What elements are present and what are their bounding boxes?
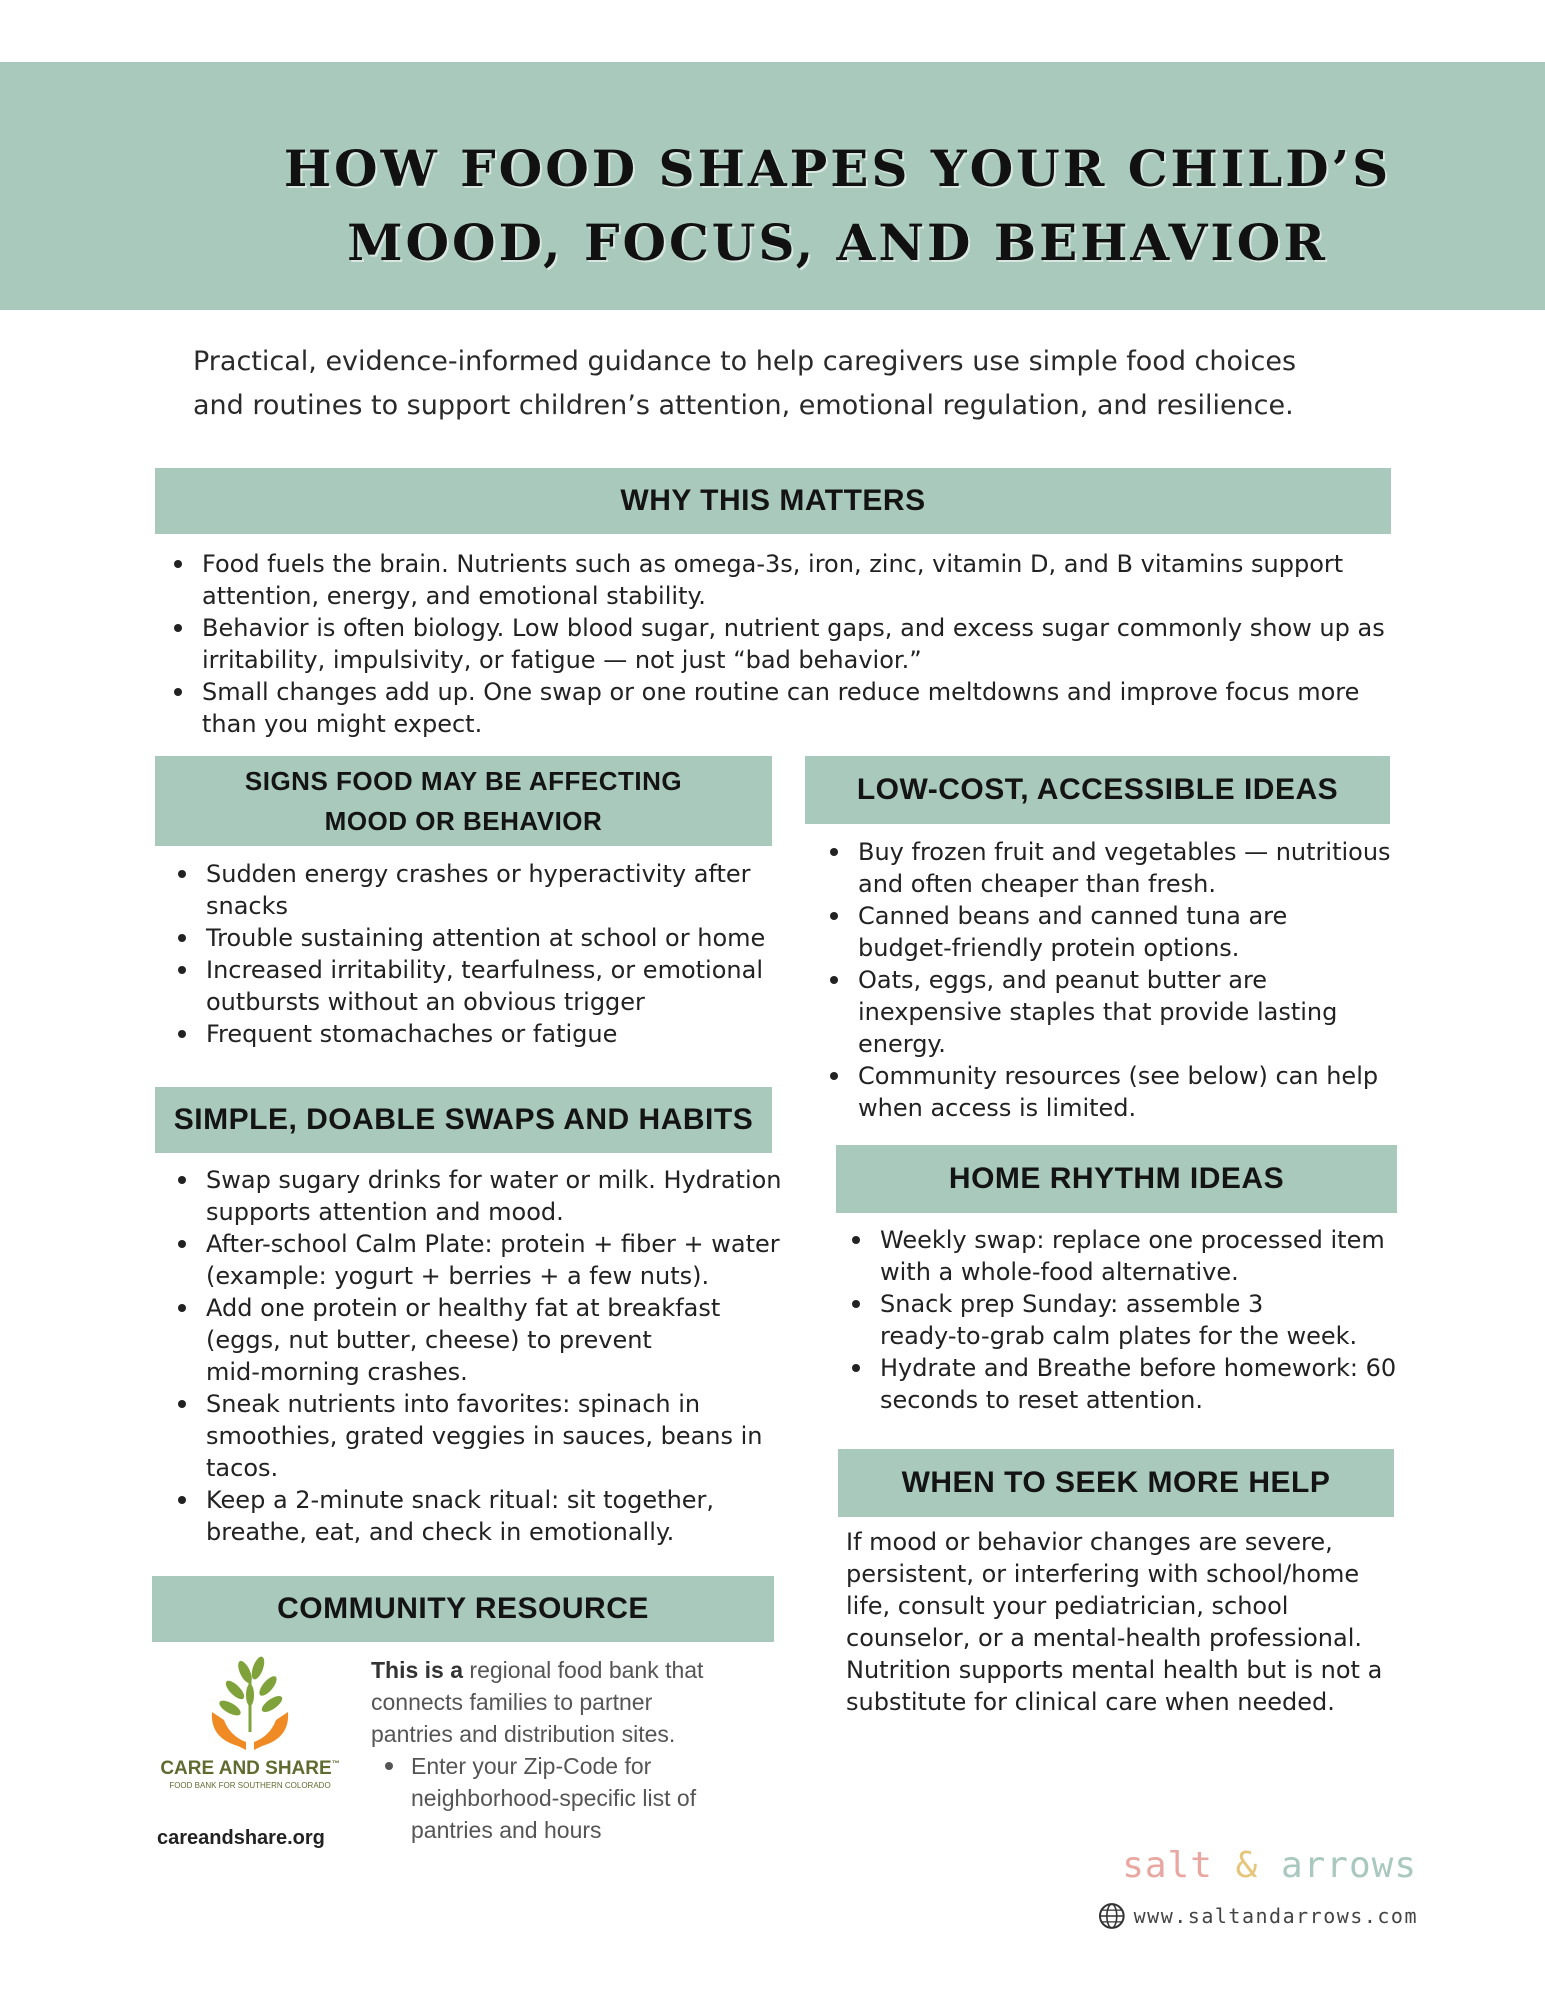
logo-text: CARE AND SHARE	[160, 1758, 332, 1779]
brand-ampersand: &	[1235, 1845, 1259, 1886]
swaps-list	[172, 1164, 792, 1548]
swaps-heading: SIMPLE, DOABLE SWAPS AND HABITS	[155, 1087, 772, 1153]
rhythm-list	[846, 1224, 1426, 1416]
lowcost-heading: LOW-COST, ACCESSIBLE IDEAS	[805, 756, 1390, 824]
why-list	[168, 548, 1408, 740]
list-item: Increased irritability, tearfulness, or emotional outbursts without an obvious trigger	[172, 954, 772, 1018]
title-line-1: HOW FOOD SHAPES YOUR CHILD’S	[283, 139, 1392, 198]
globe-icon	[1098, 1902, 1126, 1930]
food-bank-logo-icon	[150, 1650, 350, 1800]
website-text[interactable]: www.saltandarrows.com	[1133, 1904, 1418, 1928]
intro-line-2: and routines to support children’s attention, emotional regulation, and resilience.	[193, 390, 1294, 421]
intro-line-1: Practical, evidence-informed guidance to help caregivers use simple food choices	[193, 346, 1297, 377]
list-item: Snack prep Sunday: assemble 3 ready-to-grab calm plates for the week.	[846, 1288, 1426, 1352]
list-item: Add one protein or healthy fat at breakfast (eggs, nut butter, cheese) to prevent mid-morning crashes.	[172, 1292, 792, 1388]
list-item: Small changes add up. One swap or one routine can reduce meltdowns and improve focus more than you might expect.	[168, 676, 1408, 740]
community-heading: COMMUNITY RESOURCE	[152, 1576, 774, 1642]
list-item: Swap sugary drinks for water or milk. Hydration supports attention and mood.	[172, 1164, 792, 1228]
community-bullets	[371, 1750, 751, 1846]
why-heading: WHY THIS MATTERS	[155, 468, 1391, 534]
help-text: If mood or behavior changes are severe, persistent, or interfering with school/home life, consult your pediatrician, school counselor, or a mental-health professional. Nutrition supports mental health but is not a substitute for clinical care when needed.	[846, 1528, 1383, 1716]
list-item: Weekly swap: replace one processed item with a whole-food alternative.	[846, 1224, 1426, 1288]
page-title	[0, 132, 1545, 280]
website-link[interactable]	[1098, 1902, 1418, 1930]
list-item: Buy frozen fruit and vegetables — nutritious and often cheaper than fresh.	[824, 836, 1404, 900]
signs-heading	[155, 756, 772, 846]
list-item: Enter your Zip-Code for neighborhood-specific list of pantries and hours	[371, 1750, 751, 1846]
list-item: Community resources (see below) can help when access is limited.	[824, 1060, 1404, 1124]
signs-list	[172, 858, 772, 1050]
list-item: After-school Calm Plate: protein + fiber + water (example: yogurt + berries + a few nuts).	[172, 1228, 792, 1292]
logo-trademark: ™	[331, 1759, 340, 1768]
lowcost-list	[824, 836, 1404, 1124]
signs-heading-line-2: MOOD OR BEHAVIOR	[324, 806, 603, 836]
signs-heading-line-1: SIGNS FOOD MAY BE AFFECTING	[244, 766, 683, 796]
list-item: Keep a 2-minute snack ritual: sit together, breathe, eat, and check in emotionally.	[172, 1484, 792, 1548]
list-item: Sneak nutrients into favorites: spinach in smoothies, grated veggies in sauces, beans in tacos.	[172, 1388, 792, 1484]
list-item: Hydrate and Breathe before homework: 60 seconds to reset attention.	[846, 1352, 1426, 1416]
brand-word-salt: salt	[1122, 1845, 1213, 1886]
list-item: Behavior is often biology. Low blood sugar, nutrient gaps, and excess sugar commonly show up as irritability, impulsivity, or fatigue — not just “bad behavior.”	[168, 612, 1408, 676]
list-item: Frequent stomachaches or fatigue	[172, 1018, 772, 1050]
logo-subtext: FOOD BANK FOR SOUTHERN COLORADO	[169, 1781, 331, 1790]
list-item: Trouble sustaining attention at school or home	[172, 922, 772, 954]
svg-text:CARE AND SHARE™	[160, 1758, 339, 1779]
care-and-share-link[interactable]: careandshare.org	[157, 1827, 325, 1849]
rhythm-heading: HOME RHYTHM IDEAS	[836, 1145, 1397, 1213]
brand-logo	[1107, 1845, 1417, 1886]
help-heading: WHEN TO SEEK MORE HELP	[838, 1449, 1394, 1517]
list-item: Food fuels the brain. Nutrients such as omega-3s, iron, zinc, vitamin D, and B vitamins support attention, energy, and emotional stability.	[168, 548, 1408, 612]
intro-text	[193, 340, 1373, 428]
care-and-share-logo	[150, 1650, 350, 1800]
list-item: Oats, eggs, and peanut butter are inexpensive staples that provide lasting energy.	[824, 964, 1404, 1060]
community-description: This is a regional food bank that connects families to partner pantries and distribution sites.	[371, 1657, 704, 1747]
community-lead-bold: This is a	[371, 1657, 464, 1683]
list-item: Canned beans and canned tuna are budget-friendly protein options.	[824, 900, 1404, 964]
title-line-2: MOOD, FOCUS, AND BEHAVIOR	[347, 213, 1328, 272]
brand-word-arrows: arrows	[1280, 1845, 1417, 1886]
list-item: Sudden energy crashes or hyperactivity after snacks	[172, 858, 772, 922]
